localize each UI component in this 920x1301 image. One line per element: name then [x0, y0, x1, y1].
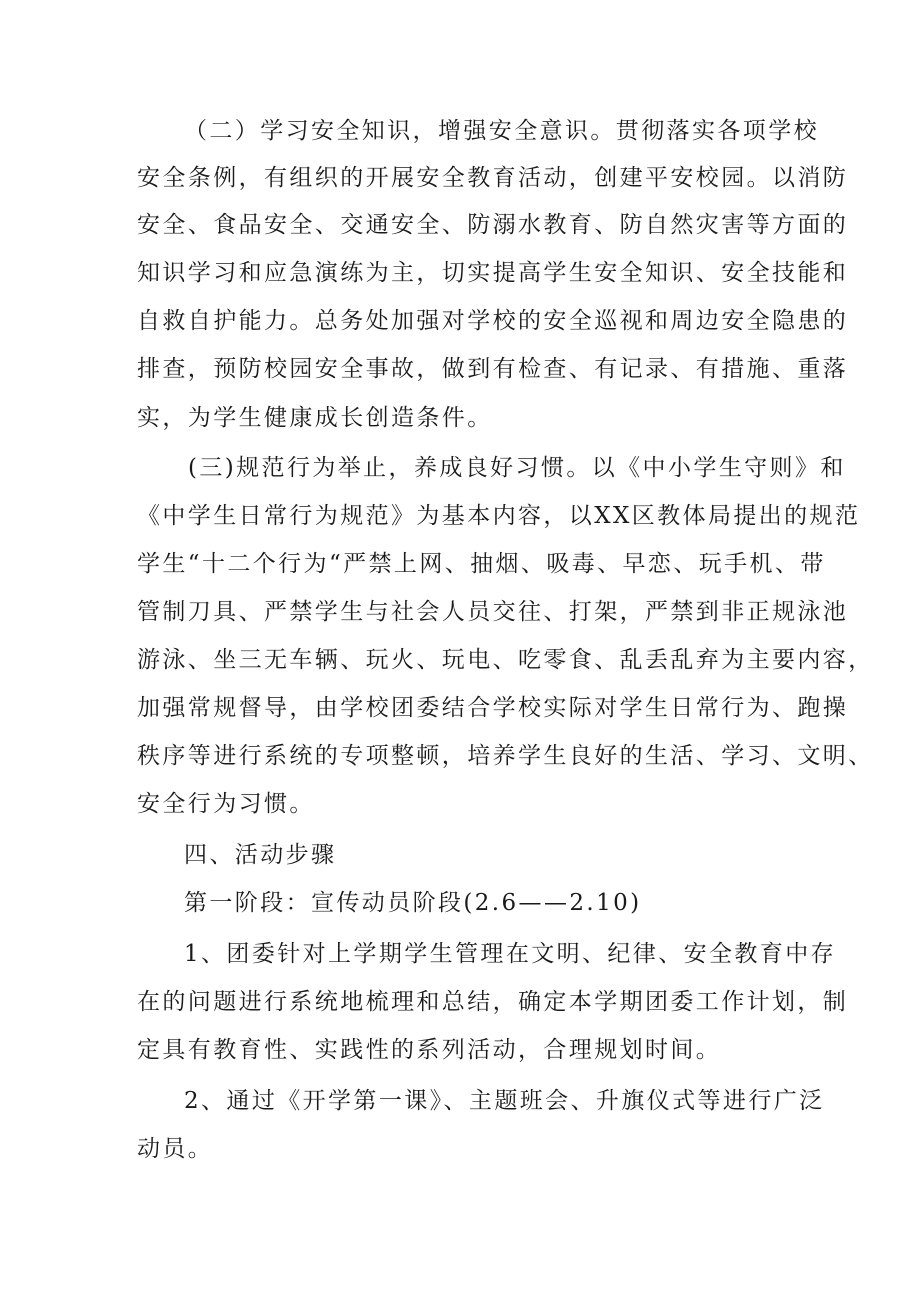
paragraph-line: 秩序等进行系统的专项整顿，培养学生良好的生活、学习、文明、	[137, 743, 874, 769]
stage-heading: 第一阶段：宣传动员阶段(2.6——2.10)	[184, 890, 642, 916]
section-heading-learn-safety: （二）学习安全知识，增强安全意识。贯彻落实各项学校	[184, 118, 819, 144]
section-heading-regulate-behavior: (三)规范行为举止，养成良好习惯。以《中小学生守则》和	[188, 455, 846, 481]
paragraph-line: 安全行为习惯。	[137, 791, 315, 817]
paragraph-line: 游泳、坐三无车辆、玩火、玩电、吃零食、乱丢乱弃为主要内容，	[137, 647, 874, 673]
paragraph-line: 1、团委针对上学期学生管理在文明、纪律、安全教育中存	[184, 941, 837, 967]
paragraph-line: 实，为学生健康成长创造条件。	[137, 405, 493, 431]
paragraph-line: 管制刀具、严禁学生与社会人员交往、打架，严禁到非正规泳池	[137, 599, 849, 625]
paragraph-line: 安全条例，有组织的开展安全教育活动，创建平安校园。以消防	[137, 165, 849, 191]
paragraph-line: 学生“十二个行为“严禁上网、抽烟、吸毒、早恋、玩手机、带	[137, 551, 826, 577]
paragraph-line: 2、通过《开学第一课》、主题班会、升旗仪式等进行广泛	[184, 1088, 825, 1114]
paragraph-line: 加强常规督导，由学校团委结合学校实际对学生日常行为、跑操	[137, 695, 849, 721]
paragraph-line: 排查，预防校园安全事故，做到有检查、有记录、有措施、重落	[137, 356, 849, 382]
paragraph-line: 《中学生日常行为规范》为基本内容，以XX区教体局提出的规范	[137, 503, 861, 529]
paragraph-line: 动员。	[137, 1136, 214, 1162]
paragraph-line: 知识学习和应急演练为主，切实提高学生安全知识、安全技能和	[137, 260, 849, 286]
paragraph-line: 在的问题进行系统地梳理和总结，确定本学期团委工作计划，制	[137, 989, 849, 1015]
paragraph-line: 安全、食品安全、交通安全、防溺水教育、防自然灾害等方面的	[137, 212, 849, 238]
paragraph-line: 自救自护能力。总务处加强对学校的安全巡视和周边安全隐患的	[137, 308, 849, 334]
section-heading-activity-steps: 四、活动步骤	[184, 842, 337, 868]
paragraph-line: 定具有教育性、实践性的系列活动，合理规划时间。	[137, 1037, 722, 1063]
